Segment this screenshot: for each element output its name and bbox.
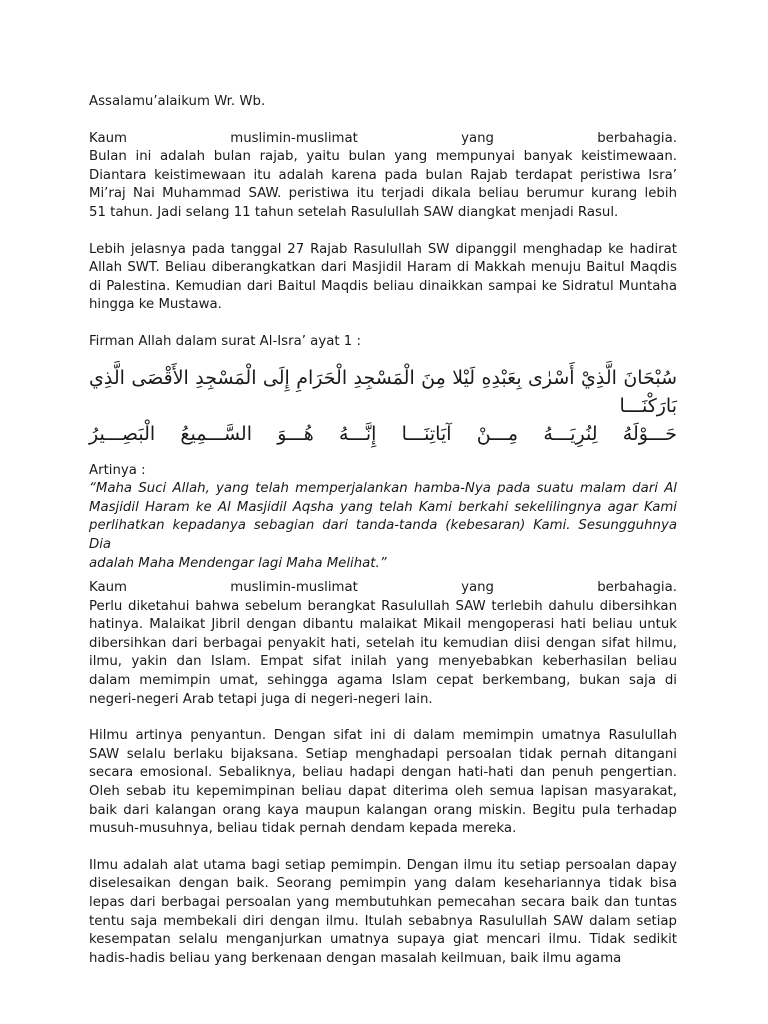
greeting: Assalamu’alaikum Wr. Wb. (89, 94, 266, 109)
paragraph-1: Bulan ini adalah bulan rajab, yaitu bulan yang mempunyai banyak keistimewaan. Diantara keistimewaan itu adalah karena pada bulan Rajab terdapat peristiwa Isra’ Mi’raj Nai Muhammad SAW. peristiwa itu terjadi dikala beliau berumur kurang lebih 51 tahun. Jadi selang 11 tahun setelah Rasulullah SAW diangkat menjadi Rasul. (89, 149, 677, 220)
paragraph-5: Ilmu adalah alat utama bagi setiap pemimpin. Dengan ilmu itu setiap persoalan dapay diselesaikan dengan baik. Seorang pemimpin yang dalam kesehariannya tidak bisa lepas dari berbagai persoalan yang membutuhkan pemecahan secara baik dan tuntas tentu saja membekali diri dengan ilmu. Itulah sebabnya Rasulullah SAW dalam setiap kesempatan selalu menganjurkan umatnya supaya giat mencari ilmu. Tidak sedikit hadis-hadis beliau yang berkenaan dengan masalah keilmuan, baik ilmu agama (89, 857, 677, 966)
address-line-2: Kaum muslimin-muslimat yang berbahagia. (89, 580, 677, 596)
paragraph-4: Hilmu artinya penyantun. Dengan sifat ini di dalam memimpin umatnya Rasulullah SAW selalu berlaku bijaksana. Setiap menghadapi persoalan tidak pernah ditangani secara emosional. Sebaliknya, beliau hadapi dengan hati-hati dan penuh pengertian. Oleh sebab itu kepemimpinan beliau dapat diterima oleh semua lapisan masyarakat, baik dari kalangan orang kaya maupun kalangan orang miskin. Begitu pula terhadap musuh-musuhnya, beliau tidak pernah dendam kepada mereka. (89, 728, 677, 837)
translation: “Maha Suci Allah, yang telah memperjalankan hamba-Nya pada suatu malam dari Al Masjidil Haram ke Al Masjidil Aqsha yang telah Kami berkahi sekelilingnya agar Kami perlihatkan kepadanya sebagian dari tanda-tanda (kebesaran) Kami. Sesungguhnya Dia adalah Maha Mendengar lagi Maha Melihat.” (89, 481, 677, 571)
address-line-1: Kaum muslimin-muslimat yang berbahagia. (89, 130, 677, 146)
paragraph-2: Lebih jelasnya pada tanggal 27 Rajab Rasulullah SW dipanggil menghadap ke hadirat Allah SWT. Beliau diberangkatkan dari Masjidil Haram di Makkah menuju Baitul Maqdis di Palestina. Kemudian dari Baitul Maqdis beliau dinaikkan sampai ke Sidratul Muntaha hingga ke Mustawa. (89, 241, 677, 313)
document-page (89, 93, 677, 968)
firman-intro: Firman Allah dalam surat Al-Isra’ ayat 1 : (89, 333, 361, 349)
arabic-verse: سُبْحَانَ الَّذِيْ أَسْرٰى بِعَبْدِهِ لَيْلا مِنَ الْمَسْجِدِ الْحَرَامِ إِلَى الْمَسْجِدِ الأَقْصَى الَّذِي بَارَكْنَـــا حَـــوْلَهُ لِنُرِيَـــهُ مِـــنْ آيَاتِنَـــا إِنَّـــهُ هُـــوَ السَّـــمِيعُ الْبَصِـــيرُ (89, 366, 677, 445)
paragraph-3: Perlu diketahui bahwa sebelum berangkat Rasulullah SAW terlebih dahulu dibersihkan hatinya. Malaikat Jibril dengan dibantu malaikat Mikail mengoperasi hati beliau untuk dibersihkan dari berbagai penyakit hati, setelah itu kemudian diisi dengan sifat hilmu, ilmu, yakin dan Islam. Empat sifat inilah yang menyebabkan keberhasilan beliau dalam memimpin umat, sehingga agama Islam cepat berkembang, bukan saja di negeri-negeri Arab tetapi juga di negeri-negeri lain. (89, 598, 677, 707)
artinya-label: Artinya : (89, 462, 146, 478)
